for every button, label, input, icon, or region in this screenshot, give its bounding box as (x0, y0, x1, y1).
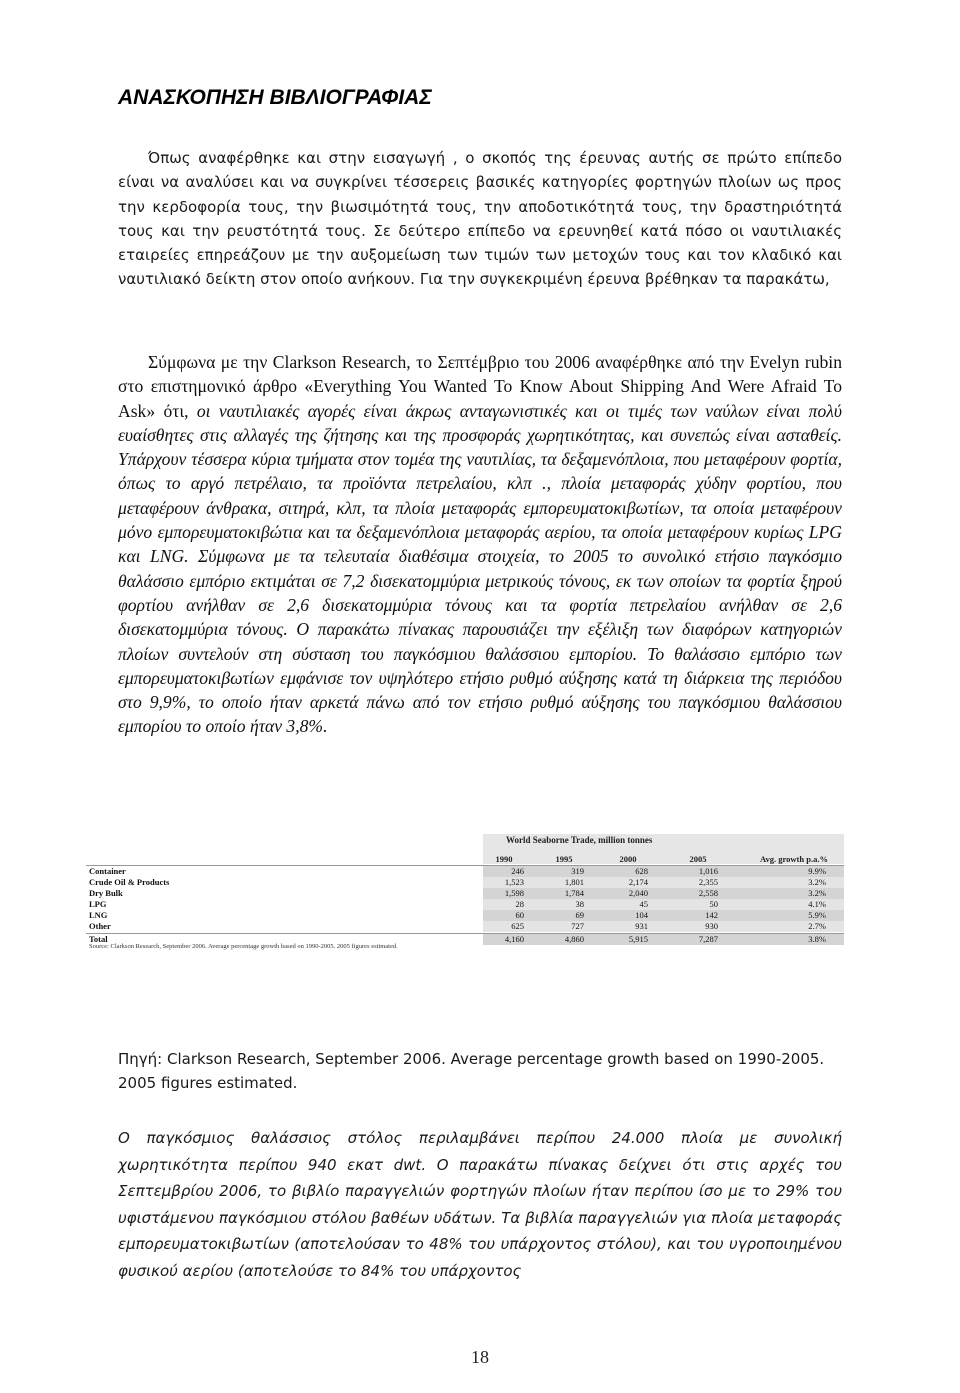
cell: 628 (635, 866, 648, 876)
cell: 2,355 (698, 877, 718, 887)
cell: 2.7% (808, 921, 826, 931)
cell: 60 (515, 910, 524, 920)
cell: 2,558 (698, 888, 718, 898)
column-header: 1995 (555, 854, 573, 864)
table-title: World Seaborne Trade, million tonnes (506, 835, 653, 845)
clarkson-italic-text: οι ναυτιλιακές αγορές είναι άκρως ανταγωνιστικές και οι τιμές των ναύλων είναι πολύ ευαίσθητες στις αλλαγές της ζήτησης και της προσφοράς χωρητικότητας, και συνεπώς είναι ασταθείς. Υπάρχουν τέσσερα κύρια τμήματα στον τομέα της ναυτιλίας, τα δεξαμενόπλοια, που μεταφέρουν φορτία, όπως το αργό πετρέλαιο, τα προϊόντα πετρελαίου, κλπ ., πλοία μεταφοράς χύδην φορτίου, που μεταφέρουν άνθρακα, σιτηρά, κλπ, τα πλοία μεταφοράς εμπορευματοκιβωτίων, τα οποία μεταφέρουν μόνο εμπορευματοκιβώτια και τα δεξαμενόπλοια μεταφοράς αερίου, τα οποία μεταφέρουν κυρίως LPG και LNG. Σύμφωνα με τα τελευταία διαθέσιμα στοιχεία, το 2005 το συνολικό ετήσιο παγκόσμιο θαλάσσιο εμπόριο εκτιμάται σε 7,2 δισεκατομμύρια μετρικούς τόνους, εκ των οποίων τα φορτία ξηρού φορτίου ανήλθαν σε 2,6 δισεκατομμύρια τόνους και τα φορτία πετρελαίου ανήλθαν σε 2,6 δισεκατομμύρια τόνους. Ο παρακάτω πίνακας παρουσιάζει την εξέλιξη των διαφόρων κατηγοριών πλοίων συντελούν στη σύσταση του παγκόσμιου θαλάσσιου εμπορίου. Το θαλάσσιο εμπόριο των εμπορευματοκιβωτίων εμφάνισε τον υψηλότερο ετήσιο ρυθμό αύξησης κατά τη διάρκεια της περιόδου στο 9,9%, το οποίο ήταν αρκετά πάνω από τον ετήσιο ρυθμό αύξησης του παγκόσμιου θαλάσσιου εμπορίου το οποίο ήταν 3,8%. (118, 400, 842, 737)
cell: 69 (575, 910, 584, 920)
row-label: Total (89, 934, 108, 944)
cell: 5.9% (808, 910, 826, 920)
cell: 931 (635, 921, 648, 931)
table-row (86, 921, 844, 933)
cell: 3.8% (808, 934, 826, 944)
column-header: Avg. growth p.a.% (760, 854, 828, 864)
cell: 5,915 (628, 934, 648, 944)
cell: 104 (635, 910, 648, 920)
cell: 246 (511, 866, 524, 876)
table-column-headers (86, 854, 844, 864)
cell: 9.9% (808, 866, 826, 876)
source-caption: Πηγή: Clarkson Research, September 2006. Average percentage growth based on 1990-2005. 2005 figures estimated. (118, 1050, 825, 1092)
cell: 1,016 (698, 866, 718, 876)
cell: 1,598 (504, 888, 524, 898)
row-label: Dry Bulk (89, 888, 123, 898)
cell: 7,287 (698, 934, 718, 944)
fleet-paragraph: Ο παγκόσμιος θαλάσσιος στόλος περιλαμβάνει περίπου 24.000 πλοία με συνολική χωρητικότητα περίπου 940 εκατ dwt. Ο παρακάτω πίνακας δείχνει ότι στις αρχές του Σεπτεμβρίου 2006, το βιβλίο παραγγελιών φορτηγών πλοίων ήταν περίπου ίσο με το 29% του υφιστάμενου παγκόσμιου στόλου βαθέων υδάτων. Τα βιβλία παραγγελιών για πλοία μεταφοράς εμπορευματοκιβωτίων (αποτελούσαν το 48% του υπάρχοντος στόλου), και του υγροποιημένου φυσικού αερίου (αποτελούσε το 84% του υπάρχοντος (118, 1129, 842, 1280)
clarkson-lead-text: Σύμφωνα με την Clarkson Research, το Σεπτέμβριο του 2006 αναφέρθηκε από την Evelyn rubin στο επιστημονικό άρθρο «Everything You Wanted To Know About Shipping And Were Afraid To Ask» ότι, (118, 352, 842, 421)
row-label: Crude Oil & Products (89, 877, 170, 887)
cell: 930 (705, 921, 718, 931)
row-label: Other (89, 921, 111, 931)
cell: 3.2% (808, 877, 826, 887)
cell: 1,523 (504, 877, 524, 887)
row-label: Container (89, 866, 126, 876)
clarkson-paragraph (118, 350, 842, 739)
row-label: LNG (89, 910, 108, 920)
cell: 2,040 (628, 888, 648, 898)
cell: 1,801 (564, 877, 584, 887)
cell: 50 (709, 899, 718, 909)
cell: 28 (515, 899, 524, 909)
cell: 45 (639, 899, 648, 909)
column-header: 2000 (619, 854, 637, 864)
cell: 4,860 (564, 934, 584, 944)
column-header: 2005 (689, 854, 707, 864)
seaborne-trade-table (86, 834, 844, 950)
cell: 142 (705, 910, 718, 920)
cell: 4.1% (808, 899, 826, 909)
cell: 38 (575, 899, 584, 909)
cell: 4,160 (504, 934, 524, 944)
intro-paragraph: Όπως αναφέρθηκε και στην εισαγωγή , ο σκοπός της έρευνας αυτής σε πρώτο επίπεδο είναι να αναλύσει και να συγκρίνει τέσσερεις βασικές κατηγορίες φορτηγών πλοίων ως προς την κερδοφορία τους, την βιωσιμότητά τους, την αποδοτικότητά τους, την δραστηριότητά τους και την ρευστότητά τους. Σε δεύτερο επίπεδο να ερευνηθεί κατά πόσο οι ναυτιλιακές εταιρείες επηρεάζουν με την αυξομείωση των τιμών των μετοχών τους και τον κλαδικό και ναυτιλιακό δείκτη στον οποίο ανήκουν. Για την συγκεκριμένη έρευνα βρέθηκαν τα παρακάτω, (118, 149, 842, 289)
cell: 727 (571, 921, 584, 931)
cell: 1,784 (564, 888, 584, 898)
cell: 3.2% (808, 888, 826, 898)
cell: 2,174 (628, 877, 648, 887)
row-label: LPG (89, 899, 107, 909)
table-source-note: Source: Clarkson Research, September 2006. Average percentage growth based on 1990-2005. 2005 figures estimated. (89, 943, 398, 950)
cell: 625 (511, 921, 524, 931)
column-header: 1990 (495, 854, 513, 864)
section-heading: ΑΝΑΣΚΟΠΗΣΗ ΒΙΒΛΙΟΓΡΑΦΙΑΣ (118, 86, 432, 109)
page-number: 18 (471, 1347, 489, 1367)
cell: 319 (571, 866, 584, 876)
